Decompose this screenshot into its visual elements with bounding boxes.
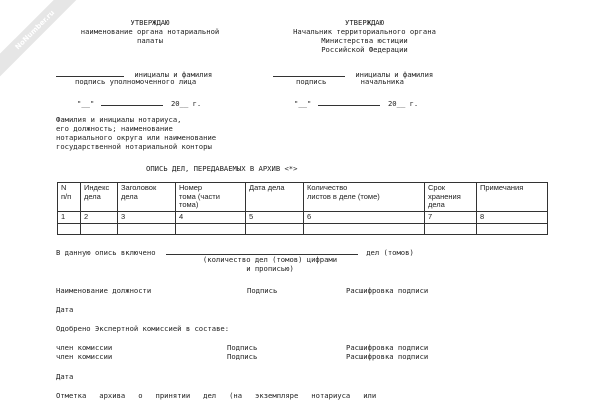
member-2-role: член комиссии — [56, 352, 113, 361]
approve-right-initials: инициалы и фамилия — [355, 70, 434, 79]
table-cell: 2 — [81, 212, 118, 224]
col-header-number: N п/п — [58, 183, 81, 212]
approve-right-line1: Начальник территориального органа — [293, 27, 436, 36]
table-cell: 8 — [477, 212, 548, 224]
approve-right-line2: Министерства юстиции — [321, 36, 408, 45]
member-2-decode: Расшифровка подписи — [346, 352, 429, 361]
approve-left-sig-caption: подпись уполномоченного лица — [75, 77, 197, 86]
table-cell — [425, 223, 477, 234]
col-header-title: Заголовок дела — [118, 183, 176, 212]
table-cell: 3 — [118, 212, 176, 224]
approve-left-initials: инициалы и фамилия — [134, 70, 213, 79]
date-label: Дата — [56, 305, 74, 314]
member-1-signature: Подпись — [227, 343, 258, 352]
table-cell — [477, 223, 548, 234]
table-cell: 7 — [425, 212, 477, 224]
table-cell: 1 — [58, 212, 81, 224]
col-header-sheets: Количество листов в деле (томе) — [304, 183, 425, 212]
approve-right-captions — [296, 77, 404, 86]
col-header-date: Дата дела — [246, 183, 304, 212]
notary-block — [56, 115, 216, 151]
table-cell: 6 — [304, 212, 425, 224]
table-header-row — [58, 183, 548, 212]
approve-left-block — [55, 18, 245, 45]
approve-left-line1: наименование органа нотариальной — [80, 27, 220, 36]
approve-left-line2: палаты — [137, 36, 163, 45]
position-decode: Расшифровка подписи — [346, 286, 429, 295]
table-cell — [118, 223, 176, 234]
commission-approved: Одобрено Экспертной комиссией в составе: — [56, 324, 230, 333]
approve-right-sig-caption: подпись — [296, 77, 327, 86]
approve-right-role: начальника — [360, 77, 404, 86]
table-cell: 4 — [176, 212, 246, 224]
approve-left-heading: УТВЕРЖДАЮ — [130, 18, 170, 27]
date-label-2: Дата — [56, 372, 74, 381]
position-signature: Подпись — [247, 286, 278, 295]
watermark-ribbon: NoNumber.ru — [0, 0, 87, 82]
col-header-volume: Номер тома (части тома) — [176, 183, 246, 212]
approve-left-date-day: "__" — [77, 99, 95, 108]
table-row-empty — [58, 223, 548, 234]
table-cell — [58, 223, 81, 234]
notary-line-2: его должность; наименование — [56, 124, 173, 133]
table-row-numbers — [58, 212, 548, 224]
notary-line-3: нотариального округа или наименование — [56, 133, 217, 142]
approve-right-date-year: 20__ г. — [387, 99, 419, 108]
approve-right-block — [262, 18, 467, 54]
position-label: Наименование должности — [56, 286, 152, 295]
inventory-table — [57, 182, 548, 235]
approve-right-date-day: "__" — [294, 99, 312, 108]
table-cell: 5 — [246, 212, 304, 224]
table-cell — [304, 223, 425, 234]
included-caption-2: и прописью) — [246, 264, 294, 273]
notary-line-4: государственной нотариальной конторы — [56, 142, 212, 151]
table-cell — [81, 223, 118, 234]
included-suffix: дел (томов) — [366, 248, 414, 257]
table-cell — [176, 223, 246, 234]
approve-right-line3: Российской Федерации — [321, 45, 408, 54]
included-caption-1: (количество дел (томов) цифрами — [202, 255, 338, 264]
member-2-signature: Подпись — [227, 352, 258, 361]
col-header-notes: Примечания — [477, 183, 548, 212]
col-header-index: Индекс дела — [81, 183, 118, 212]
notary-line-1: Фамилия и инициалы нотариуса, — [56, 115, 182, 124]
document-title: ОПИСЬ ДЕЛ, ПЕРЕДАВАЕМЫХ В АРХИВ <*> — [146, 164, 298, 173]
archive-note: Отметка архива о принятии дел (на экземпляре нотариуса или — [56, 391, 377, 400]
member-1-decode: Расшифровка подписи — [346, 343, 429, 352]
table-cell — [246, 223, 304, 234]
col-header-retention: Срок хранения дела — [425, 183, 477, 212]
approve-right-date — [294, 97, 418, 108]
approve-left-date-year: 20__ г. — [170, 99, 202, 108]
member-1-role: член комиссии — [56, 343, 113, 352]
included-captions — [180, 255, 360, 273]
included-label: В данную опись включено — [56, 248, 156, 257]
approve-left-date — [77, 97, 201, 108]
approve-right-heading: УТВЕРЖДАЮ — [345, 18, 384, 27]
